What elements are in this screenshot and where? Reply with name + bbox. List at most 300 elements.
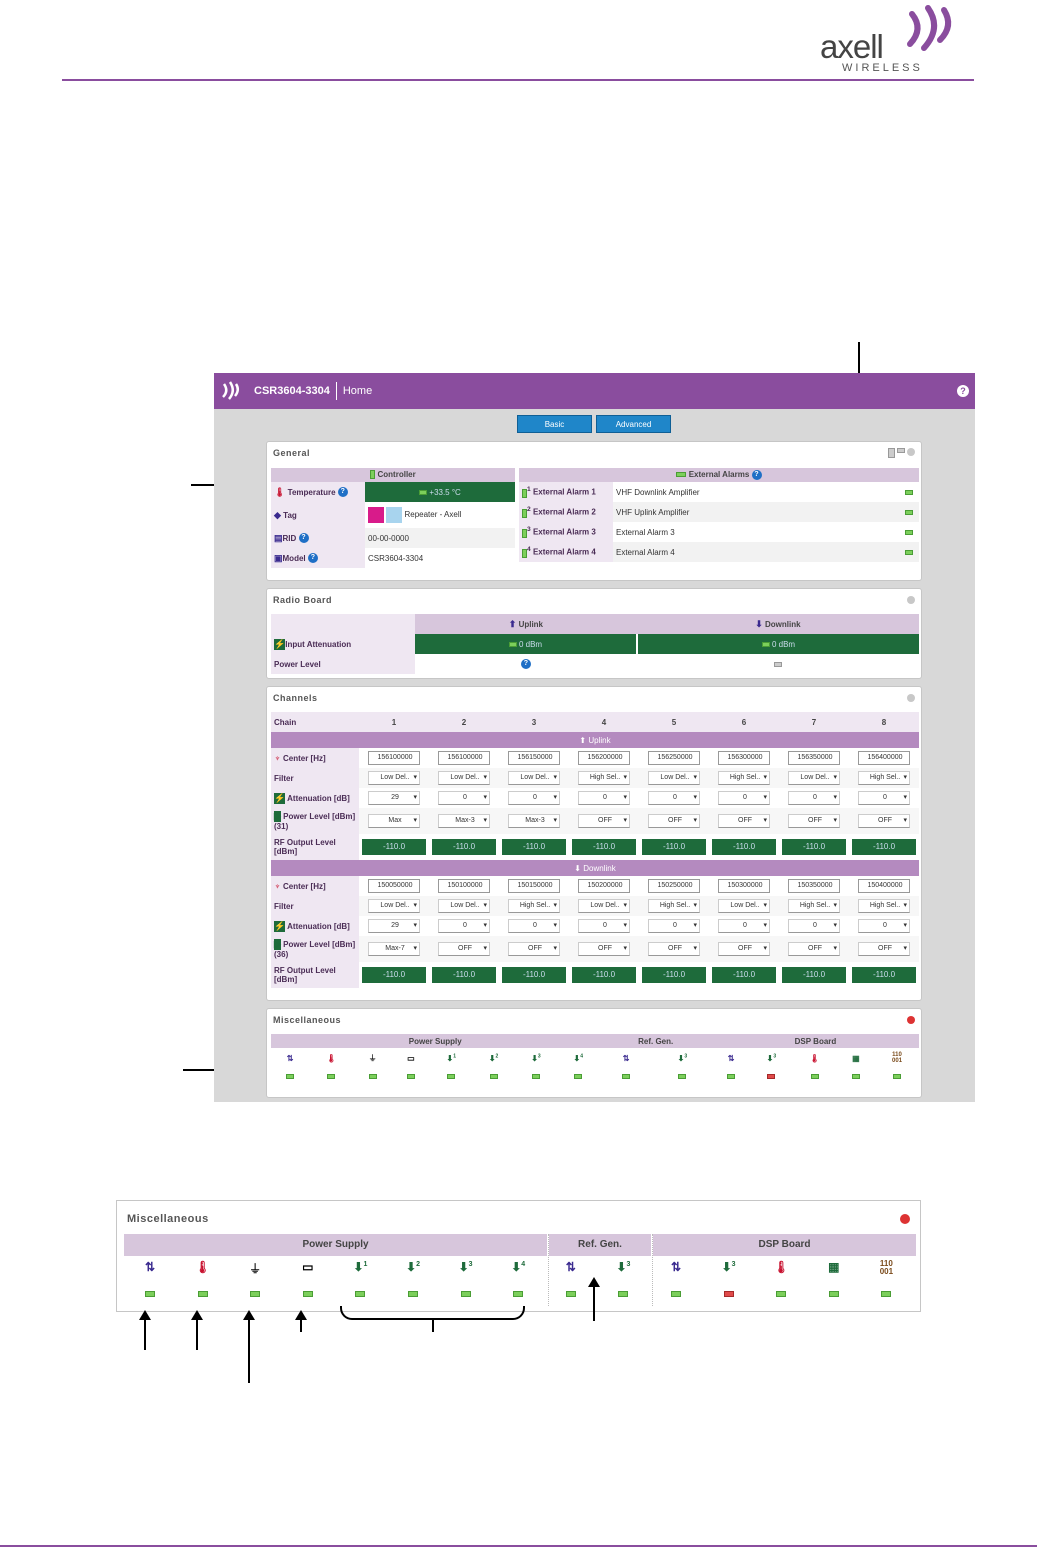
channels-title: Channels — [273, 693, 318, 703]
dl-center-input[interactable]: 150350000 — [788, 879, 840, 893]
misc2-icon-cell — [597, 1260, 649, 1274]
ul-center-input[interactable]: 156350000 — [788, 751, 840, 765]
dsp-bus-icon: ⇅ — [727, 1053, 735, 1063]
dl-center-input[interactable]: 150200000 — [578, 879, 630, 893]
misc2-ref-gen-header: Ref. Gen. — [549, 1234, 651, 1256]
ul-att-select[interactable]: 0 ▾ — [438, 791, 490, 805]
ul-center-label: Center [Hz] — [282, 754, 326, 763]
status-led — [776, 1291, 786, 1297]
ul-power-label: Power Level [dBm] (31) — [274, 812, 356, 831]
ul-att-select[interactable]: 0 ▾ — [858, 791, 910, 805]
temp-value — [365, 482, 515, 502]
dl-power-label-cell — [271, 936, 359, 962]
ul-att-select[interactable]: 0 ▾ — [718, 791, 770, 805]
status-led — [622, 1074, 630, 1079]
arrow — [300, 1318, 302, 1332]
downlink-icon: ⬇ — [574, 863, 581, 873]
ul-att-text: 0 dBm — [518, 639, 543, 649]
status-led — [532, 1074, 540, 1079]
antenna-icon: ♆ — [274, 753, 281, 763]
ul-power-select[interactable]: Max-3 ▾ — [438, 814, 490, 828]
ext-alarm-1-led — [905, 490, 913, 495]
dsp-out-icon: ⬇$^3$ — [766, 1053, 777, 1063]
misc2-icon-cell — [124, 1260, 176, 1274]
ul-center-label-cell — [271, 748, 359, 768]
status-led — [145, 1291, 155, 1297]
dl-center-input[interactable]: 150050000 — [368, 879, 420, 893]
misc2-icon-cell — [440, 1260, 492, 1274]
ul-filter-select[interactable]: Low Del.. ▾ — [788, 771, 840, 785]
dl-power-select[interactable]: OFF ▾ — [508, 942, 560, 956]
dl-center-input[interactable]: 150100000 — [438, 879, 490, 893]
psu-out-2-icon: ⬇$^2$ — [406, 1260, 420, 1274]
status-led — [461, 1291, 471, 1297]
advanced-button[interactable]: Advanced — [596, 415, 671, 433]
ul-center-row — [271, 748, 919, 768]
help-icon[interactable]: ? — [957, 385, 969, 397]
status-led — [767, 1074, 775, 1079]
status-led — [286, 1074, 294, 1079]
misc2-led-cell — [545, 1289, 597, 1300]
ul-att-select[interactable]: 0 ▾ — [508, 791, 560, 805]
page-title: Home — [342, 385, 373, 397]
temp-help-icon[interactable]: ? — [338, 487, 348, 497]
dl-att-select[interactable]: 0 ▾ — [508, 919, 560, 933]
misc2-icon-cell — [545, 1260, 597, 1274]
ul-filter-label: Filter — [274, 773, 294, 783]
psu-out-4-icon: ⬇$^4$ — [511, 1260, 526, 1274]
ref-gen-header: Ref. Gen. — [638, 1036, 674, 1046]
arrow — [144, 1318, 146, 1350]
ext-alarm-2-num: 2 — [527, 506, 531, 514]
rid-help-icon[interactable]: ? — [299, 533, 309, 543]
downlink-row — [271, 860, 919, 876]
dl-center-row — [271, 876, 919, 896]
dl-att-led — [762, 642, 770, 647]
ul-power-select[interactable]: OFF ▾ — [648, 814, 700, 828]
dl-filter-label-cell — [271, 896, 359, 916]
ref-out-icon: ⬇$^3$ — [616, 1260, 631, 1274]
radio-board-panel — [266, 588, 922, 679]
ext-alarm-1-num: 1 — [527, 486, 531, 494]
ext-alarm-4-value: External Alarm 4 — [616, 547, 675, 557]
dl-rf-row — [271, 962, 919, 988]
dl-center-input[interactable]: 150300000 — [718, 879, 770, 893]
ul-att-select[interactable]: 0 ▾ — [788, 791, 840, 805]
rid-label: RID — [282, 533, 297, 543]
ext-alarm-4-label: External Alarm 4 — [532, 548, 596, 558]
chain-col: 5 — [671, 717, 677, 727]
status-led — [513, 1291, 523, 1297]
misc2-icon-cell — [334, 1260, 386, 1274]
controller-label: Controller — [377, 470, 416, 479]
status-led — [671, 1291, 681, 1297]
controller-icon — [370, 470, 375, 479]
power-level-help-icon[interactable]: ? — [521, 659, 531, 669]
status-led — [811, 1074, 819, 1079]
dl-att-select[interactable]: 29 ▾ — [368, 919, 420, 933]
misc2-icon-cell — [177, 1260, 229, 1274]
ul-power-select[interactable]: OFF ▾ — [718, 814, 770, 828]
ul-filter-select[interactable]: Low Del.. ▾ — [438, 771, 490, 785]
status-led — [303, 1291, 313, 1297]
ul-power-select[interactable]: OFF ▾ — [858, 814, 910, 828]
dl-filter-select[interactable]: Low Del.. ▾ — [368, 899, 420, 913]
status-led — [881, 1291, 891, 1297]
ul-filter-select[interactable]: Low Del.. ▾ — [648, 771, 700, 785]
rid-value: 00-00-0000 — [365, 528, 515, 548]
axell-swoosh-icon — [902, 4, 962, 54]
dl-filter-row — [271, 896, 919, 916]
dl-rf-value: -110.0 — [502, 967, 566, 983]
ul-att-label-cell — [271, 788, 359, 808]
controller-header — [271, 468, 515, 482]
dl-rf-value: -110.0 — [432, 967, 496, 983]
dl-att-select[interactable]: 0 ▾ — [718, 919, 770, 933]
status-led — [566, 1291, 576, 1297]
misc-enlarged — [116, 1200, 921, 1312]
dl-rf-value: -110.0 — [572, 967, 636, 983]
dl-power-select[interactable]: OFF ▾ — [648, 942, 700, 956]
misc2-led-cell — [860, 1289, 912, 1300]
dl-center-label: Center [Hz] — [282, 882, 326, 891]
status-led — [724, 1291, 734, 1297]
dl-center-input[interactable]: 150400000 — [858, 879, 910, 893]
arrow — [593, 1285, 595, 1321]
thermometer-icon: 🌡 — [194, 1260, 211, 1274]
psu-out-4-icon: ⬇$^4$ — [573, 1053, 584, 1063]
ul-filter-row — [271, 768, 919, 788]
dl-power-select[interactable]: OFF ▾ — [788, 942, 840, 956]
model-label: Model — [282, 553, 306, 563]
status-led — [852, 1074, 860, 1079]
uplink-label: Uplink — [588, 735, 611, 745]
ul-filter-select[interactable]: Low Del.. ▾ — [368, 771, 420, 785]
ext-alarm-3-label: External Alarm 3 — [532, 528, 596, 538]
status-led — [829, 1291, 839, 1297]
chain-col: 4 — [601, 717, 607, 727]
status-led — [198, 1291, 208, 1297]
binary-icon: 110 001 — [892, 1052, 903, 1064]
dl-att-select[interactable]: 0 ▾ — [578, 919, 630, 933]
dl-att-value[interactable] — [637, 634, 919, 654]
footer-rule — [0, 1545, 1037, 1547]
downlink-label: Downlink — [583, 863, 616, 873]
dl-rf-label-cell — [271, 962, 359, 988]
misc2-led-cell — [808, 1289, 860, 1300]
arrow — [248, 1318, 250, 1383]
ext-alarm-2-value: VHF Uplink Amplifier — [616, 507, 690, 517]
misc2-led-cell — [755, 1289, 807, 1300]
psu-bus-icon: ⇅ — [286, 1053, 294, 1063]
ul-rf-label-cell — [271, 834, 359, 860]
external-alarms-section — [519, 468, 919, 562]
ul-power-select[interactable]: OFF ▾ — [788, 814, 840, 828]
model-icon: ▣ — [274, 552, 283, 563]
misc2-led-cell — [177, 1289, 229, 1300]
status-led — [355, 1291, 365, 1297]
ul-att-select[interactable]: 0 ▾ — [648, 791, 700, 805]
channels-grid — [271, 712, 919, 988]
ul-att-value[interactable] — [415, 634, 637, 654]
lock-icon[interactable] — [368, 507, 384, 523]
radio-grid — [271, 614, 919, 674]
radio-status-dot — [907, 596, 915, 604]
misc2-led-cell — [387, 1289, 439, 1300]
ref-bus-icon: ⇅ — [622, 1053, 630, 1063]
misc-grid — [271, 1034, 919, 1084]
dsp-out-icon: ⬇$^3$ — [721, 1260, 736, 1274]
temp-label: Temperature — [287, 487, 336, 497]
ul-center-input[interactable]: 156100000 — [438, 751, 490, 765]
ext-alarm-3-num: 3 — [527, 526, 531, 534]
ext-alarm-4-led — [905, 550, 913, 555]
chain-col: 7 — [811, 717, 817, 727]
ul-rf-row — [271, 834, 919, 860]
psu-bus-icon: ⇅ — [144, 1260, 156, 1274]
ext-alarm-1-label: External Alarm 1 — [532, 488, 596, 498]
power-plug-icon: ⏚ — [368, 1053, 377, 1063]
dl-power-row — [271, 936, 919, 962]
misc2-led-cell — [597, 1289, 649, 1300]
ul-att-label: Attenuation [dB] — [287, 793, 350, 803]
attenuation-icon: ⚡ — [274, 920, 286, 931]
dl-rf-label: RF Output Level [dBm] — [274, 966, 336, 984]
ul-rf-value: -110.0 — [782, 839, 846, 855]
status-led — [618, 1291, 628, 1297]
status-led — [250, 1291, 260, 1297]
ul-filter-select[interactable]: High Sel.. ▾ — [578, 771, 630, 785]
chain-col: 3 — [531, 717, 537, 727]
ext-alarm-2-led — [905, 510, 913, 515]
arrow — [196, 1318, 198, 1350]
dl-filter-select[interactable]: High Sel.. ▾ — [648, 899, 700, 913]
attenuation-icon: ⚡ — [274, 638, 286, 649]
temp-led — [419, 490, 427, 495]
header-rule — [62, 79, 974, 81]
general-panel — [266, 441, 922, 581]
ul-rf-value: -110.0 — [502, 839, 566, 855]
dl-power-select[interactable]: Max-7 ▾ — [368, 942, 420, 956]
tag-text: Repeater - Axell — [404, 510, 462, 520]
misc2-led-cell — [440, 1289, 492, 1300]
general-title: General — [273, 448, 311, 458]
misc2-led-cell — [282, 1289, 334, 1300]
dl-filter-select[interactable]: High Sel.. ▾ — [508, 899, 560, 913]
dl-power-select[interactable]: OFF ▾ — [718, 942, 770, 956]
model-value: CSR3604-3304 — [368, 553, 424, 563]
chain-col: 6 — [741, 717, 747, 727]
ext-alarm-3-value: External Alarm 3 — [616, 527, 675, 537]
ul-center-input[interactable]: 156200000 — [578, 751, 630, 765]
ext-alarm-1-value: VHF Downlink Amplifier — [616, 487, 700, 497]
ul-power-select[interactable]: OFF ▾ — [578, 814, 630, 828]
tag-label: Tag — [283, 510, 297, 520]
misc2-icon-cell — [860, 1260, 912, 1277]
rid-icon: ▤ — [274, 532, 283, 543]
power-supply-header: Power Supply — [408, 1036, 462, 1046]
misc2-led-cell — [229, 1289, 281, 1300]
binary-icon: 110 001 — [879, 1259, 894, 1276]
attenuation-icon: ⚡ — [274, 792, 286, 803]
dl-att-text: 0 dBm — [771, 639, 796, 649]
brace-tip — [432, 1320, 434, 1332]
ul-att-led — [509, 642, 517, 647]
status-led — [407, 1074, 415, 1079]
dl-center-input[interactable]: 150150000 — [508, 879, 560, 893]
ul-filter-select[interactable]: High Sel.. ▾ — [718, 771, 770, 785]
misc2-icon-cell — [229, 1260, 281, 1277]
ext-alarm-2-label: External Alarm 2 — [532, 508, 596, 518]
ext-alarm-3-led — [905, 530, 913, 535]
amplifier-icon: ▷ — [274, 811, 281, 821]
psu-out-3-icon: ⬇$^3$ — [531, 1053, 541, 1063]
psu-out-1-icon: ⬇$^1$ — [446, 1053, 456, 1063]
ext-alarms-table — [519, 482, 919, 562]
status-led — [678, 1074, 686, 1079]
ul-center-input[interactable]: 156300000 — [718, 751, 770, 765]
mode-switch — [517, 415, 671, 433]
misc2-led-cell — [334, 1289, 386, 1300]
temp-text: +33.5 °C — [429, 487, 461, 497]
led-icon — [897, 448, 905, 453]
dl-att-select[interactable]: 0 ▾ — [858, 919, 910, 933]
misc2-dsp-board-header: DSP Board — [653, 1234, 916, 1256]
radio-title: Radio Board — [273, 595, 333, 605]
psu-out-3-icon: ⬇$^3$ — [458, 1260, 473, 1274]
ul-filter-select[interactable]: Low Del.. ▾ — [508, 771, 560, 785]
ul-att-select[interactable]: 29 ▾ — [368, 791, 420, 805]
channels-status-dot — [907, 694, 915, 702]
ul-center-input[interactable]: 156250000 — [648, 751, 700, 765]
misc2-power-supply-header: Power Supply — [124, 1234, 547, 1256]
ul-filter-select[interactable]: High Sel.. ▾ — [858, 771, 910, 785]
ul-power-select[interactable]: Max ▾ — [368, 814, 420, 828]
misc2-title: Miscellaneous — [127, 1213, 209, 1225]
device-name: CSR3604-3304 — [254, 385, 330, 397]
dsp-chip-icon: ▦ — [852, 1053, 860, 1063]
ul-rf-value: -110.0 — [642, 839, 706, 855]
downlink-icon: ⬇ — [755, 618, 763, 629]
power-level-led — [774, 662, 782, 667]
dl-power-select[interactable]: OFF ▾ — [438, 942, 490, 956]
basic-button[interactable]: Basic — [517, 415, 592, 433]
uplink-icon: ⬆ — [579, 735, 587, 745]
ref-out-icon: ⬇$^3$ — [677, 1053, 688, 1063]
ext-alarms-icon — [676, 472, 686, 477]
ul-rf-value: -110.0 — [852, 839, 916, 855]
logo-sub: WIRELESS — [842, 62, 923, 74]
misc2-icon-cell — [387, 1260, 439, 1274]
ul-center-input[interactable]: 156150000 — [508, 751, 560, 765]
ul-rf-value: -110.0 — [712, 839, 776, 855]
device-screenshot — [214, 373, 975, 1102]
dl-rf-value: -110.0 — [782, 967, 846, 983]
ul-center-input[interactable]: 156100000 — [368, 751, 420, 765]
dl-center-input[interactable]: 150250000 — [648, 879, 700, 893]
axell-logo — [820, 4, 970, 74]
dl-att-select[interactable]: 0 ▾ — [788, 919, 840, 933]
power-plug-icon: ⏚ — [249, 1262, 262, 1276]
misc2-status-dot — [900, 1214, 910, 1224]
dl-att-row — [271, 916, 919, 936]
dl-center-label-cell — [271, 876, 359, 896]
misc2-icon-cell — [755, 1260, 807, 1274]
title-separator — [336, 382, 337, 400]
dl-rf-value: -110.0 — [852, 967, 916, 983]
dl-filter-label: Filter — [274, 901, 294, 911]
dl-att-label-cell — [271, 916, 359, 936]
ul-power-select[interactable]: Max-3 ▾ — [508, 814, 560, 828]
controller-table — [271, 482, 515, 568]
status-led — [727, 1074, 735, 1079]
chain-col: 8 — [881, 717, 887, 727]
dl-power-label: Power Level [dBm] (36) — [274, 940, 356, 959]
brand-swoosh-icon[interactable] — [220, 381, 240, 401]
ul-rf-label: RF Output Level [dBm] — [274, 838, 336, 856]
export-icon[interactable] — [888, 448, 895, 458]
misc2-led-cell — [650, 1289, 702, 1300]
ul-rf-value: -110.0 — [362, 839, 426, 855]
ul-att-select[interactable]: 0 ▾ — [578, 791, 630, 805]
ext-alarms-help-icon[interactable]: ? — [752, 470, 762, 480]
ul-att-row — [271, 788, 919, 808]
controller-section — [271, 468, 515, 568]
dl-att-select[interactable]: 0 ▾ — [438, 919, 490, 933]
radio-downlink-header: Downlink — [765, 619, 801, 629]
tag-icon: ◆ — [274, 509, 281, 520]
status-led — [327, 1074, 335, 1079]
edit-icon[interactable] — [386, 507, 402, 523]
ul-rf-value: -110.0 — [432, 839, 496, 855]
battery-icon: ▭ — [302, 1260, 314, 1274]
thermometer-icon: 🌡 — [274, 486, 286, 497]
dl-filter-select[interactable]: High Sel.. ▾ — [788, 899, 840, 913]
dl-power-select[interactable]: OFF ▾ — [578, 942, 630, 956]
dl-att-select[interactable]: 0 ▾ — [648, 919, 700, 933]
status-led — [408, 1291, 418, 1297]
thermometer-icon: 🌡 — [326, 1053, 337, 1063]
misc2-led-cell — [124, 1289, 176, 1300]
misc2-icon-cell — [703, 1260, 755, 1274]
dsp-thermometer-icon: 🌡 — [773, 1260, 789, 1274]
misc2-led-cell — [492, 1289, 544, 1300]
ul-power-row — [271, 808, 919, 834]
model-help-icon[interactable]: ? — [308, 553, 318, 563]
status-led — [893, 1074, 901, 1079]
misc-panel — [266, 1008, 922, 1098]
ul-rf-value: -110.0 — [572, 839, 636, 855]
dsp-bus-icon: ⇅ — [670, 1260, 682, 1274]
misc2-icon-cell — [492, 1260, 544, 1274]
dl-filter-select[interactable]: Low Del.. ▾ — [718, 899, 770, 913]
chain-label: Chain — [271, 712, 359, 732]
status-led — [447, 1074, 455, 1079]
misc-title: Miscellaneous — [273, 1015, 342, 1025]
dl-filter-select[interactable]: High Sel.. ▾ — [858, 899, 910, 913]
ul-center-input[interactable]: 156400000 — [858, 751, 910, 765]
dl-filter-select[interactable]: Low Del.. ▾ — [438, 899, 490, 913]
ext-alarm-4-num: 4 — [527, 546, 531, 554]
dl-filter-select[interactable]: Low Del.. ▾ — [578, 899, 630, 913]
chain-col: 1 — [391, 717, 397, 727]
input-att-label: Input Attenuation — [285, 639, 352, 649]
dl-rf-value: -110.0 — [362, 967, 426, 983]
ul-power-label-cell — [271, 808, 359, 834]
general-tools — [888, 448, 915, 458]
dl-power-select[interactable]: OFF ▾ — [858, 942, 910, 956]
ul-filter-label-cell — [271, 768, 359, 788]
